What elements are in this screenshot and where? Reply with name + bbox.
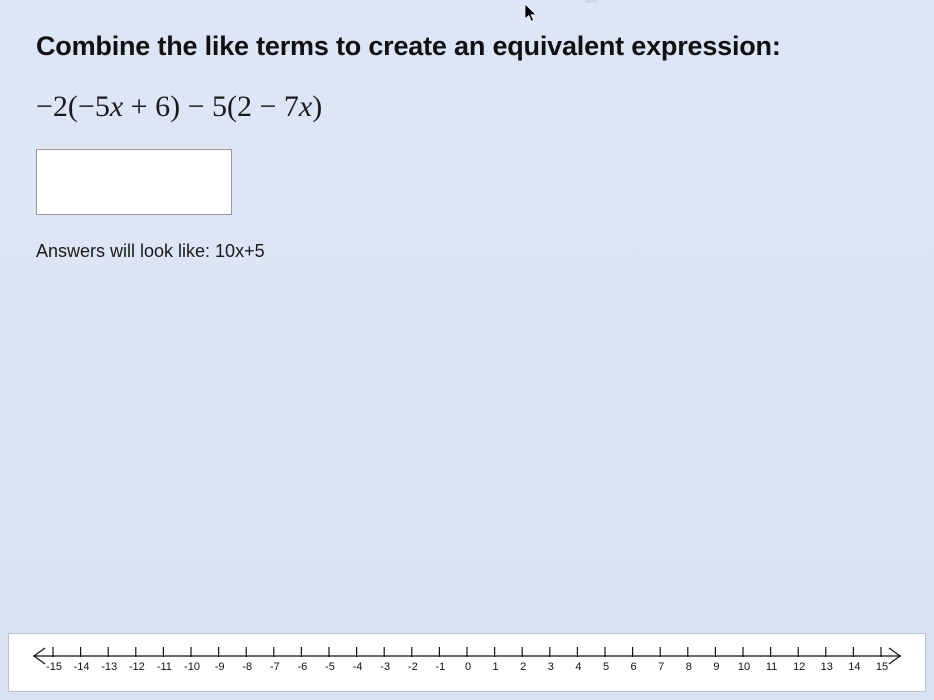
number-line-tick-label: 3 xyxy=(547,661,554,673)
number-line-tick-label: 14 xyxy=(848,661,861,673)
number-line-tick-label: 13 xyxy=(820,661,833,673)
expression-variable-2: x xyxy=(298,90,313,123)
number-line-tick-label: -9 xyxy=(214,661,225,673)
number-line-tick-label: 15 xyxy=(875,661,889,673)
expression-part-2: + 6) − 5(2 − 7 xyxy=(123,90,299,123)
number-line-tick-label: 8 xyxy=(685,661,692,673)
number-line-panel[interactable] xyxy=(8,633,926,692)
number-line-tick-label: 12 xyxy=(793,661,806,673)
number-line-tick-label: -6 xyxy=(297,661,308,673)
number-line-tick-label: 9 xyxy=(713,661,720,673)
number-line-tick-label: -11 xyxy=(156,661,172,673)
number-line-tick-label: 5 xyxy=(602,661,610,673)
number-line-tick-label: -14 xyxy=(73,661,90,673)
number-line-tick-label: 6 xyxy=(630,661,637,673)
top-edge-artifact xyxy=(585,0,597,3)
number-line-labels xyxy=(9,661,927,681)
expression-part-1: −2(−5 xyxy=(36,90,110,123)
answer-input[interactable] xyxy=(36,149,232,215)
answer-format-hint: Answers will look like: 10x+5 xyxy=(36,241,265,261)
math-expression xyxy=(36,90,322,124)
number-line-tick-label: -2 xyxy=(407,661,418,673)
number-line-tick-label: 7 xyxy=(658,661,665,673)
number-line-tick-label: 1 xyxy=(492,661,499,673)
number-line-tick-label: -13 xyxy=(101,661,118,673)
number-line-tick-label: -10 xyxy=(184,661,200,673)
page-title: Combine the like terms to create an equivalent expression: xyxy=(36,31,781,61)
number-line-tick-label: 2 xyxy=(520,661,527,673)
number-line-tick-label: 4 xyxy=(575,661,582,673)
number-line-tick-label: -15 xyxy=(46,661,62,673)
number-line-tick-label: -5 xyxy=(325,661,335,673)
number-line-tick-label: 10 xyxy=(737,661,751,673)
expression-part-3: ) xyxy=(312,90,323,123)
number-line-tick-label: 0 xyxy=(464,661,472,673)
number-line-tick-label: -4 xyxy=(352,661,363,673)
number-line-tick-label: -1 xyxy=(435,661,446,673)
number-line-tick-label: -12 xyxy=(128,661,145,673)
mouse-pointer-icon xyxy=(525,4,539,24)
number-line-tick-label: -8 xyxy=(242,661,253,673)
number-line-tick-label: 11 xyxy=(765,661,778,673)
expression-variable-1: x xyxy=(109,90,124,123)
number-line-tick-label: -3 xyxy=(380,661,391,673)
number-line-tick-label: -7 xyxy=(269,661,280,673)
